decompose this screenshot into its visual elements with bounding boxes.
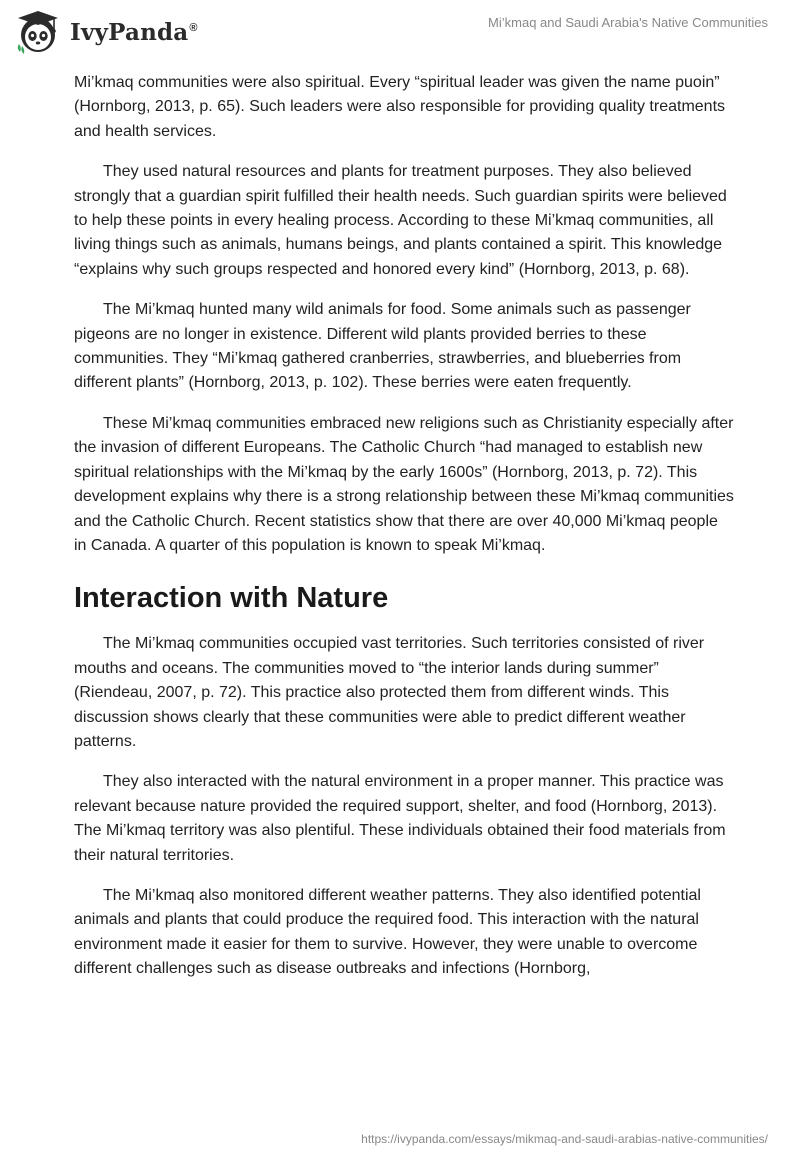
essay-body [74, 71, 734, 998]
paragraph: The Mi’kmaq also monitored different weather patterns. They also identified potential animals and plants that could produce the required food. This interaction with the natural environment made it easier for them to survive. However, they were unable to overcome different challenges such as disease outbreaks and infections (Hornborg, [74, 886, 701, 978]
source-url-link[interactable]: https://ivypanda.com/essays/mikmaq-and-saudi-arabias-native-communities/ [361, 1132, 768, 1146]
paragraph: They used natural resources and plants for treatment purposes. They also believed strongly that a guardian spirit fulfilled their health needs. Such guardian spirits were believed to help these points in every healing process. According to these Mi’kmaq communities, all living things such as animals, humans beings, and plants contained a spirit. This knowledge “explains why such groups respected and honored every kind” (Hornborg, 2013, p. 68). [74, 163, 727, 278]
paragraph: The Mi’kmaq communities occupied vast territories. Such territories consisted of river mouths and oceans. The communities moved to “the interior lands during summer” (Riendeau, 2007, p. 72). This practice also protected them from different winds. This discussion shows clearly that these communities were able to predict different weather patterns. [74, 635, 705, 750]
paragraph: These Mi’kmaq communities embraced new religions such as Christianity especially after the invasion of different Europeans. The Catholic Church “had managed to establish new spiritual relationships with the Mi’kmaq by the early 1600s” (Hornborg, 2013, p. 72). This development explains why there is a strong relationship between these Mi’kmaq communities and the Catholic Church. Recent statistics show that there are over 40,000 Mi’kmaq people in Canada. A quarter of this population is known to speak Mi’kmaq. [74, 414, 734, 554]
document-title: Mi’kmaq and Saudi Arabia's Native Communities [488, 15, 768, 30]
panda-graduate-icon [14, 8, 62, 56]
ivypanda-logo[interactable] [14, 8, 198, 56]
page-header [0, 0, 800, 64]
logo-wordmark: IvyPanda® [70, 18, 198, 46]
paragraph: Mi’kmaq communities were also spiritual. Every “spiritual leader was given the name puoin” (Hornborg, 2013, p. 65). Such leaders were also responsible for providing quality treatments and health services. [74, 74, 726, 140]
paragraph: They also interacted with the natural environment in a proper manner. This practice was relevant because nature provided the required support, shelter, and food (Hornborg, 2013). The Mi’kmaq territory was also plentiful. These individuals obtained their food materials from their natural territories. [74, 773, 726, 864]
section-heading: Interaction with Nature [74, 582, 389, 615]
paragraph: The Mi’kmaq hunted many wild animals for food. Some animals such as passenger pigeons are no longer in existence. Different wild plants provided berries to these communities. They “Mi’kmaq gathered cranberries, strawberries, and blueberries from different plants” (Hornborg, 2013, p. 102). These berries were eaten frequently. [74, 301, 691, 392]
